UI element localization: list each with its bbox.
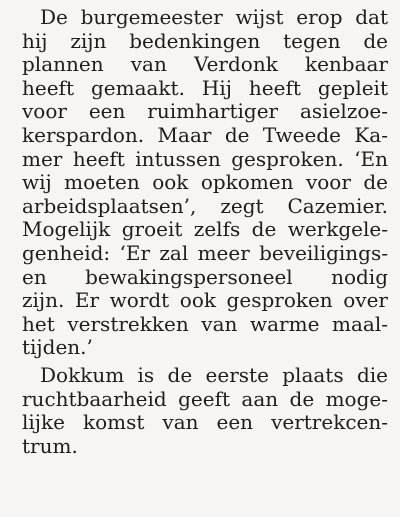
paragraph-1 (22, 6, 388, 360)
text-line: plannen van Verdonk kenbaar (22, 53, 388, 77)
text-line: mer heeft intussen gesproken. ‘En (22, 147, 388, 171)
text-line: Dokkum is de eerste plaats die (40, 363, 388, 387)
article-column (22, 6, 388, 458)
text-line: het verstrekken van warme maal- (22, 312, 388, 336)
text-line: en bewakingspersoneel nodig (22, 265, 388, 289)
text-line: wij moeten ook opkomen voor de (22, 171, 388, 195)
text-line: kerspardon. Maar de Tweede Ka- (22, 123, 388, 147)
text-line: hij zijn bedenkingen tegen de (22, 29, 388, 53)
text-line: zijn. Er wordt ook gesproken over (22, 289, 388, 313)
text-line: tijden.’ (22, 336, 93, 360)
text-line: voor een ruimhartiger asielzoe- (22, 100, 388, 124)
text-line: ruchtbaarheid geeft aan de moge- (22, 387, 388, 411)
text-line: lijke komst van een vertrekcen- (22, 411, 388, 435)
text-line: genheid: ‘Er zal meer beveiligings- (22, 241, 388, 265)
text-line: arbeidsplaatsen’, zegt Cazemier. (22, 194, 388, 218)
paragraph-2 (22, 364, 388, 458)
text-line: De burgemeester wijst erop dat (40, 6, 388, 29)
text-line: trum. (22, 434, 78, 458)
text-line: Mogelijk groeit zelfs de werkgele- (22, 218, 388, 242)
text-line: heeft gemaakt. Hij heeft gepleit (22, 76, 388, 100)
